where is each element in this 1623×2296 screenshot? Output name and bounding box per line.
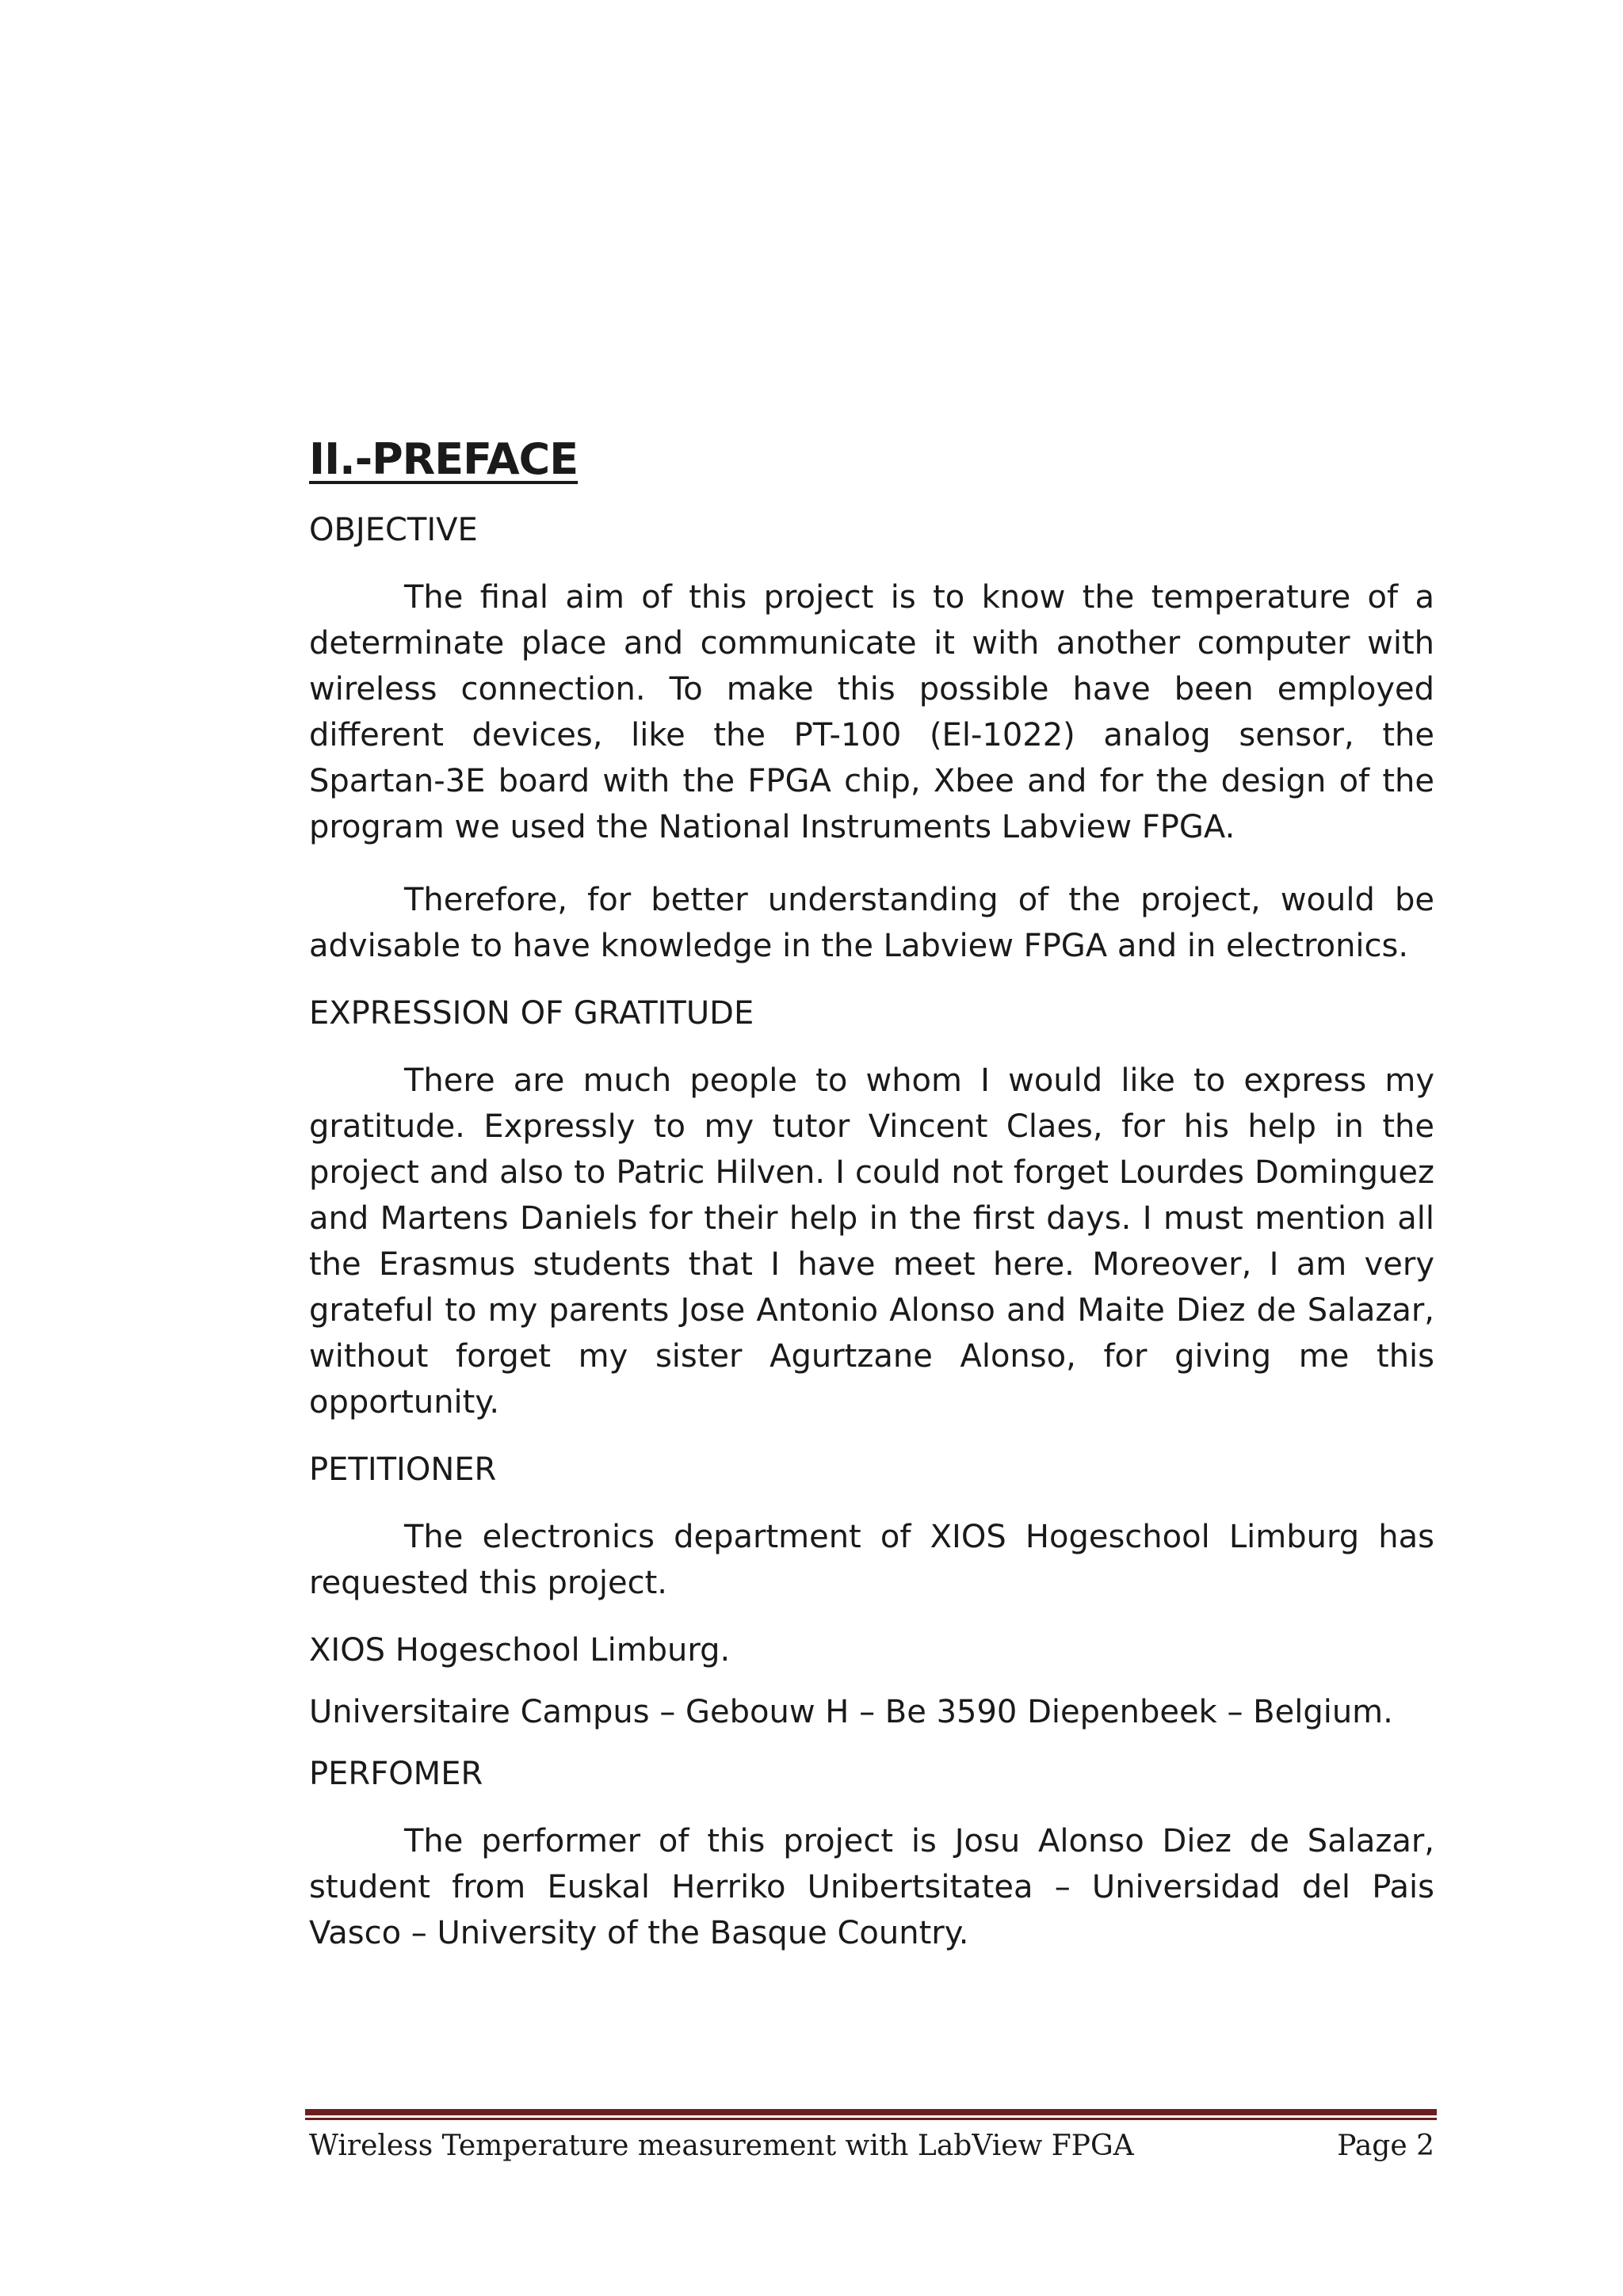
page-content xyxy=(309,436,1434,1983)
paragraph-performer-1: The performer of this project is Josu Alonso Diez de Salazar, student from Euskal Herriko Unibertsitatea – Universidad del Pais Vasco – University of the Basque Country. xyxy=(309,1823,1434,1952)
footer-document-title: Wireless Temperature measurement with LabView FPGA xyxy=(309,2130,1134,2162)
petitioner-institution: XIOS Hogeschool Limburg. xyxy=(309,1632,731,1669)
paragraph-gratitude-1: There are much people to whom I would like to express my gratitude. Expressly to my tutor Vincent Claes, for his help in the project and also to Patric Hilven. I could not forget Lourdes Dominguez and Martens Daniels for their help in the first days. I must mention all the Erasmus students that I have meet here. Moreover, I am very grateful to my parents Jose Antonio Alonso and Maite Diez de Salazar, without forget my sister Agurtzane Alonso, for giving me this opportunity. xyxy=(309,1062,1434,1421)
paragraph-petitioner-1: The electronics department of XIOS Hogeschool Limburg has requested this project. xyxy=(309,1519,1434,1602)
footer-rule xyxy=(305,2109,1437,2120)
footer-page-number: Page 2 xyxy=(1337,2130,1434,2162)
section-heading-petitioner: PETITIONER xyxy=(309,1451,497,1489)
page-footer xyxy=(309,2130,1434,2162)
petitioner-address: Universitaire Campus – Gebouw H – Be 3590 Diepenbeek – Belgium. xyxy=(309,1694,1393,1731)
section-heading-objective: OBJECTIVE xyxy=(309,512,478,549)
footer-rule-thin xyxy=(305,2118,1437,2120)
paragraph-objective-2: Therefore, for better understanding of the project, would be advisable to have knowledge in the Labview FPGA and in electronics. xyxy=(309,882,1434,965)
paragraph-objective-1: The final aim of this project is to know the temperature of a determinate place and communicate it with another computer with wireless connection. To make this possible have been employed different devices, like the PT-100 (El-1022) analog sensor, the Spartan-3E board with the FPGA chip, Xbee and for the design of the program we used the National Instruments Labview FPGA. xyxy=(309,579,1434,846)
section-heading-performer: PERFOMER xyxy=(309,1756,483,1793)
footer-rule-thick xyxy=(305,2109,1437,2115)
section-heading-gratitude: EXPRESSION OF GRATITUDE xyxy=(309,995,754,1032)
page-title: II.-PREFACE xyxy=(309,434,579,484)
